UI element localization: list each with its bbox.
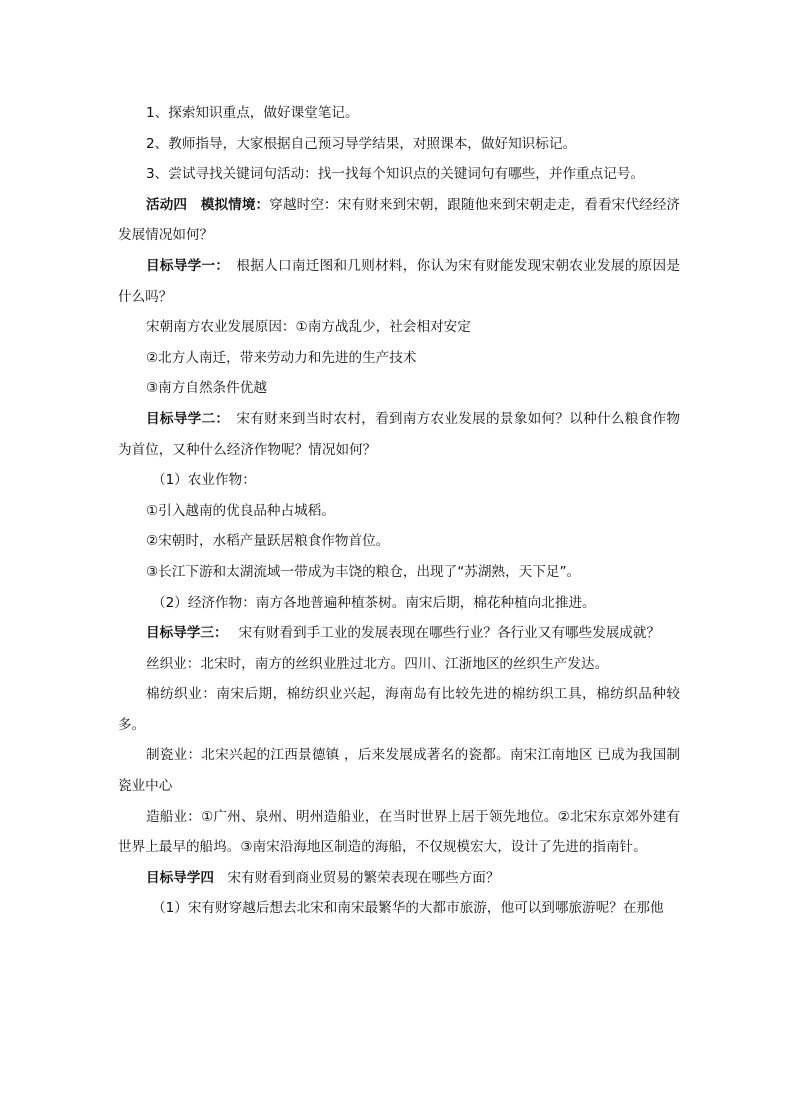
crop-2: ②宋朝时，水稻产量跃居粮食作物首位。 xyxy=(146,533,390,550)
reason-2: ②北方人南迁，带来劳动力和先进的生产技术 xyxy=(146,349,417,366)
step-1: 1、探索知识重点，做好课堂笔记。 xyxy=(146,105,359,121)
goal-3-label: 目标导学三： xyxy=(146,625,221,642)
goal-1-label: 目标导学一： xyxy=(146,257,223,274)
silk-industry: 丝织业：北宋时，南方的丝织业胜过北方。四川、江浙地区的丝织生产发达。 xyxy=(146,655,609,672)
cash-crops: （2）经济作物：南方各地普遍种植茶树。南宋后期，棉花种植向北推进。 xyxy=(152,594,596,611)
goal-2-label: 目标导学二： xyxy=(146,410,223,427)
cotton-industry: 棉纺织业：南宋后期，棉纺织业兴起，海南岛有比较先进的棉纺织工具，棉纺织品种较多。 xyxy=(118,686,680,733)
activity-4-text: 穿越时空：宋有财来到宋朝，跟随他来到宋朝走走，看看宋代经经济发展情况如何？ xyxy=(118,196,681,244)
goal-4-text: 宋有财看到商业贸易的繁荣表现在哪些方面？ xyxy=(213,869,500,886)
goal-1 xyxy=(118,251,680,312)
question-1: （1）宋有财穿越后想去北宋和南宋最繁华的大都市旅游，他可以到哪旅游呢？在那他 xyxy=(152,900,664,917)
goal-4-label: 目标导学四 xyxy=(146,869,214,886)
shipbuilding-industry: 造船业：①广州、泉州、明州造船业，在当时世界上居于领先地位。②北宋东京郊外建有世界上最早的船坞。③南宋沿海地区制造的海船，不仅规模宏大，设计了先进的指南针。 xyxy=(118,808,680,856)
document-page xyxy=(118,98,680,924)
goal-2 xyxy=(118,404,680,465)
crop-1: ①引入越南的优良品种占城稻。 xyxy=(146,502,335,519)
goal-3-text: 宋有财看到手工业的发展表现在哪些行业？各行业又有哪些发展成就？ xyxy=(220,625,661,642)
goal-3 xyxy=(118,618,680,649)
porcelain-industry: 制瓷业：北宋兴起的江西景德镇 ，后来发展成著名的瓷都。南宋江南地区 已成为我国制瓷业中心 xyxy=(118,747,680,795)
goal-1-text: 根据人口南迁图和几则材料，你认为宋有财能发现宋朝农业发展的原因是什么吗？ xyxy=(118,257,681,305)
step-2: 2、教师指导，大家根据自己预习导学结果，对照课本，做好知识标记。 xyxy=(146,135,577,152)
reason-3: ③南方自然条件优越 xyxy=(146,380,267,397)
goal-2-text: 宋有财来到当时农村，看到南方农业发展的景象如何？以种什么粮食作物为首位，又种什么经济作物呢？情况如何？ xyxy=(118,410,681,458)
activity-4 xyxy=(118,190,680,251)
crops-heading: （1）农业作物： xyxy=(152,472,256,489)
step-3: 3、尝试寻找关键词句活动：找一找每个知识点的关键词句有哪些，并作重点记号。 xyxy=(146,166,645,183)
activity-4-label: 活动四 模拟情境： xyxy=(146,196,270,213)
goal-4 xyxy=(118,863,680,894)
reason-intro: 宋朝南方农业发展原因：①南方战乱少，社会相对安定 xyxy=(146,319,471,336)
crop-3: ③长江下游和太湖流域一带成为丰饶的粮仓，出现了“苏湖熟，天下足”。 xyxy=(146,563,581,580)
